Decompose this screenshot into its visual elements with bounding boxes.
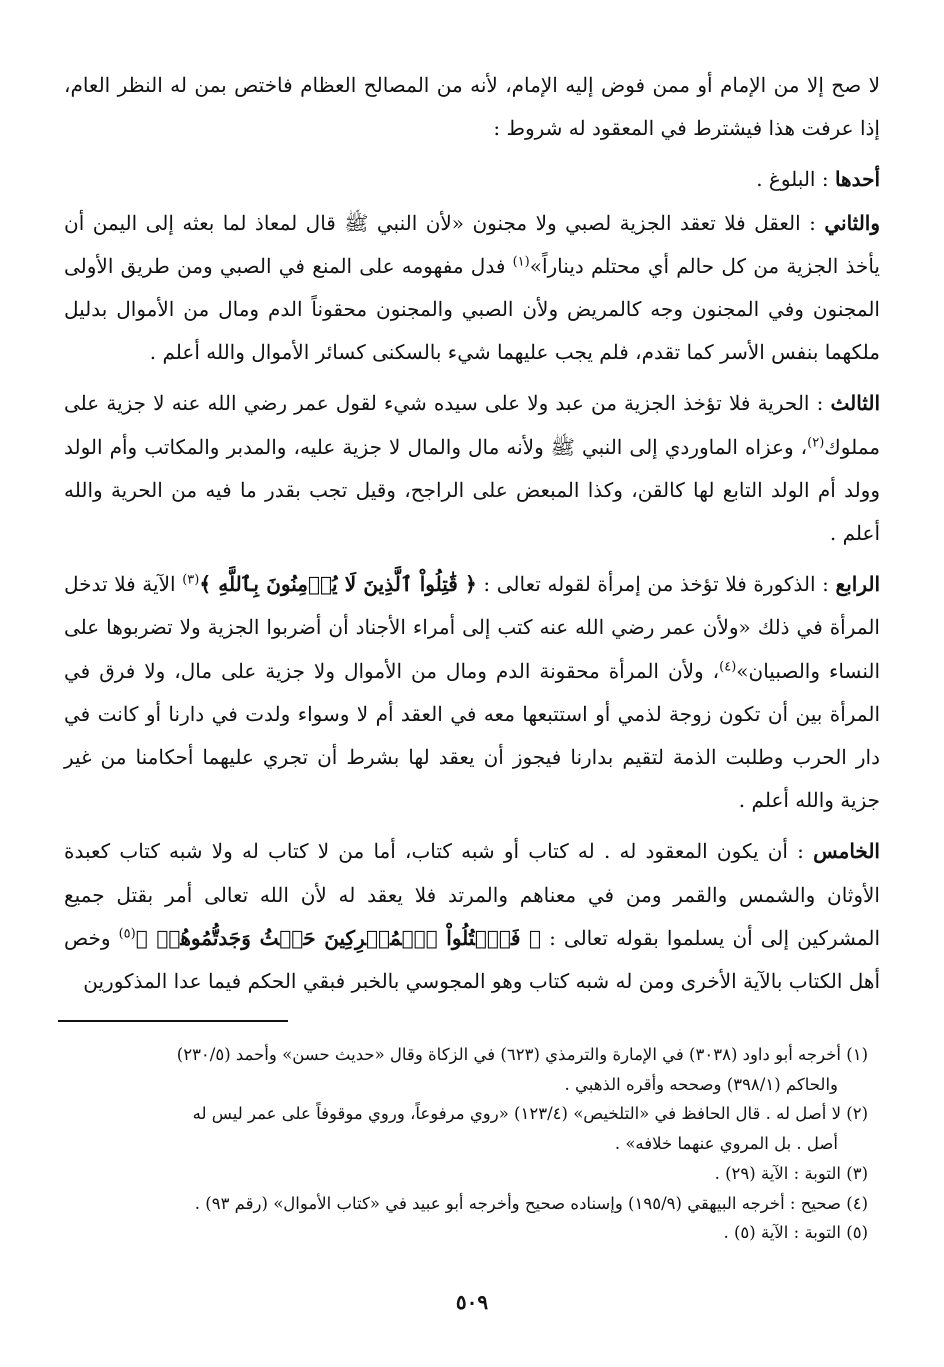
footnote-2-line-2: أصل . بل المروي عنهما خلافه» . xyxy=(614,1134,838,1154)
condition-fourth-text-1: : الذكورة فلا تؤخذ من إمرأة لقوله تعالى : xyxy=(476,572,836,597)
footnote-1 xyxy=(68,1040,868,1070)
footnote-5-line-1: (٥) التوبة : الآية (٥) . xyxy=(723,1223,868,1243)
intro-line-1: لا صح إلا من الإمام أو ممن فوض إليه الإمام، لأنه من المصالح العظام فاختص بمن له النظر xyxy=(117,73,880,97)
condition-fourth-lead: الرابع xyxy=(835,572,880,597)
footnote-1-continuation xyxy=(68,1070,868,1100)
footnote-4-line-1: (٤) صحيح : أخرجه البيهقي (١٩٥/٩) وإسناده صحيح وأخرجه أبو عبيد في «كتاب الأموال» (رقم ٩٣) . xyxy=(194,1193,868,1213)
condition-fourth-text-3: ، ولأن المرأة محقونة الدم ومال من الأموال ولا جزية على مال، ولا فرق في المرأة بين أن تكون زوجة لذمي أو استتبعها معه في العقد أم لا وسواء ولدت في دارنا أو كانت في دار الحرب وطلبت الذمة لتقيم بدارنا فيجوز أن يعقد لها بشرط أن تجري عليهما أحكامنا من غير جزية والله أعلم . xyxy=(64,658,880,813)
footnote-2 xyxy=(68,1099,868,1129)
condition-fifth xyxy=(64,830,880,1003)
condition-fourth xyxy=(64,563,880,822)
condition-second-lead: والثاني xyxy=(824,210,881,235)
page-body xyxy=(64,64,880,1003)
footnote-3-line-1: (٣) التوبة : الآية (٢٩) . xyxy=(714,1163,868,1183)
footnote-1-line-2: والحاكم (٣٩٨/١) وصححه وأقره الذهبي . xyxy=(564,1074,838,1094)
footnote-4 xyxy=(68,1189,868,1219)
condition-first-lead: أحدها xyxy=(834,167,880,192)
condition-third-text-1: : الحرية فلا تؤخذ الجزية من عبد ولا على سيده شيء لقول عمر رضي الله عنه لا جزية على مملوك xyxy=(64,391,880,459)
footnote-ref-1[interactable]: (١) xyxy=(512,254,530,270)
condition-second xyxy=(64,202,880,375)
condition-fifth-text-1: : أن يكون المعقود له . له كتاب أو شبه كتاب، أما من لا كتاب له ولا شبه كتاب كعبدة الأوثان والشمس والقمر ومن في معناهم والمرتد فلا يعقد له لأن الله تعالى أمر بقتل جميع المشركين إلى أن يسلموا بقوله تعالى : xyxy=(64,839,880,950)
condition-third-text-2: ، وعزاه الماوردي إلى النبي ﷺ ولأنه مال والمال لا جزية عليه، والمدبر والمكاتب وأم الولد وولد أم الولد التابع لها كالقن، وكذا المبعض على الراجح، وقيل تجب بقدر ما فيه من الحرية والله أعلم . xyxy=(64,434,880,546)
condition-fourth-text-2: الآية فلا تدخل المرأة في ذلك «ولأن عمر رضي الله عنه كتب إلى أمراء الأجناد أن أضربوا الجزية ولا تضربوها على النساء والصبيان» xyxy=(64,572,880,683)
footnote-ref-3[interactable]: (٣) xyxy=(182,572,200,588)
footnote-ref-2[interactable]: (٢) xyxy=(807,434,825,450)
quran-verse-2: ﴿ فَٱقۡتُلُواْ ٱلۡمُشۡرِكِينَ حَيۡثُ وَجَدتُّمُوهُمۡ ﴾ xyxy=(135,925,542,950)
condition-third-lead: الثالث xyxy=(830,391,880,416)
quran-verse-1: ﴿ قَٰتِلُواْ ٱلَّذِينَ لَا يُؤۡمِنُونَ بِٱللَّهِ ﴾ xyxy=(199,572,477,597)
footnote-ref-5[interactable]: (٥) xyxy=(118,926,136,942)
footnotes xyxy=(68,1040,868,1248)
condition-second-text-2: أن يأخذ الجزية من كل حالم أي محتلم ديناراً» xyxy=(64,210,880,278)
footnote-2-continuation xyxy=(68,1129,868,1159)
condition-fifth-lead: الخامس xyxy=(813,839,880,864)
page-number: ٥٠٩ xyxy=(455,1290,489,1314)
footnote-5 xyxy=(68,1218,868,1248)
intro-paragraph xyxy=(64,64,880,150)
condition-third xyxy=(64,382,880,555)
footnote-divider xyxy=(58,1020,288,1022)
footnote-1-line-1: (١) أخرجه أبو داود (٣٠٣٨) في الإمارة والترمذي (٦٢٣) في الزكاة وقال «حديث حسن» وأحمد (٢٣٠/٥) xyxy=(176,1045,868,1064)
condition-second-text-3: فدل مفهومه على المنع في الصبي ومن طريق الأولى المجنون وفي المجنون وجه كالمريض ولأن الصبي والمجنون محقوناً الدم ومال من الأموال بدليل ملكهما بنفس الأسر كما تقدم، فلم يجب عليهما شيء بالسكنى كسائر الأموال والله أعلم . xyxy=(64,253,880,365)
condition-fifth-text-2: وخص أهل الكتاب بالآية الأخرى ومن له شبه كتاب وهو المجوسي بالخبر فبقي الحكم فيما عدا المذكورين xyxy=(64,925,880,994)
condition-first-text: : البلوغ . xyxy=(756,167,835,192)
footnote-ref-4[interactable]: (٤) xyxy=(719,658,737,674)
condition-first xyxy=(64,158,880,201)
intro-line-2: العام، إذا عرفت هذا فيشترط في المعقود له شروط : xyxy=(64,73,880,141)
main-text xyxy=(64,64,880,1003)
condition-second-text-1: : العقل فلا تعقد الجزية لصبي ولا مجنون «لأن النبي ﷺ قال لمعاذ لما بعثه إلى اليمن xyxy=(92,210,825,235)
footnote-3 xyxy=(68,1159,868,1189)
footnote-2-line-1: (٢) لا أصل له . قال الحافظ في «التلخيص» (١٢٣/٤) «روي مرفوعاً، وروي موقوفاً على عمر ليس له xyxy=(192,1104,868,1124)
